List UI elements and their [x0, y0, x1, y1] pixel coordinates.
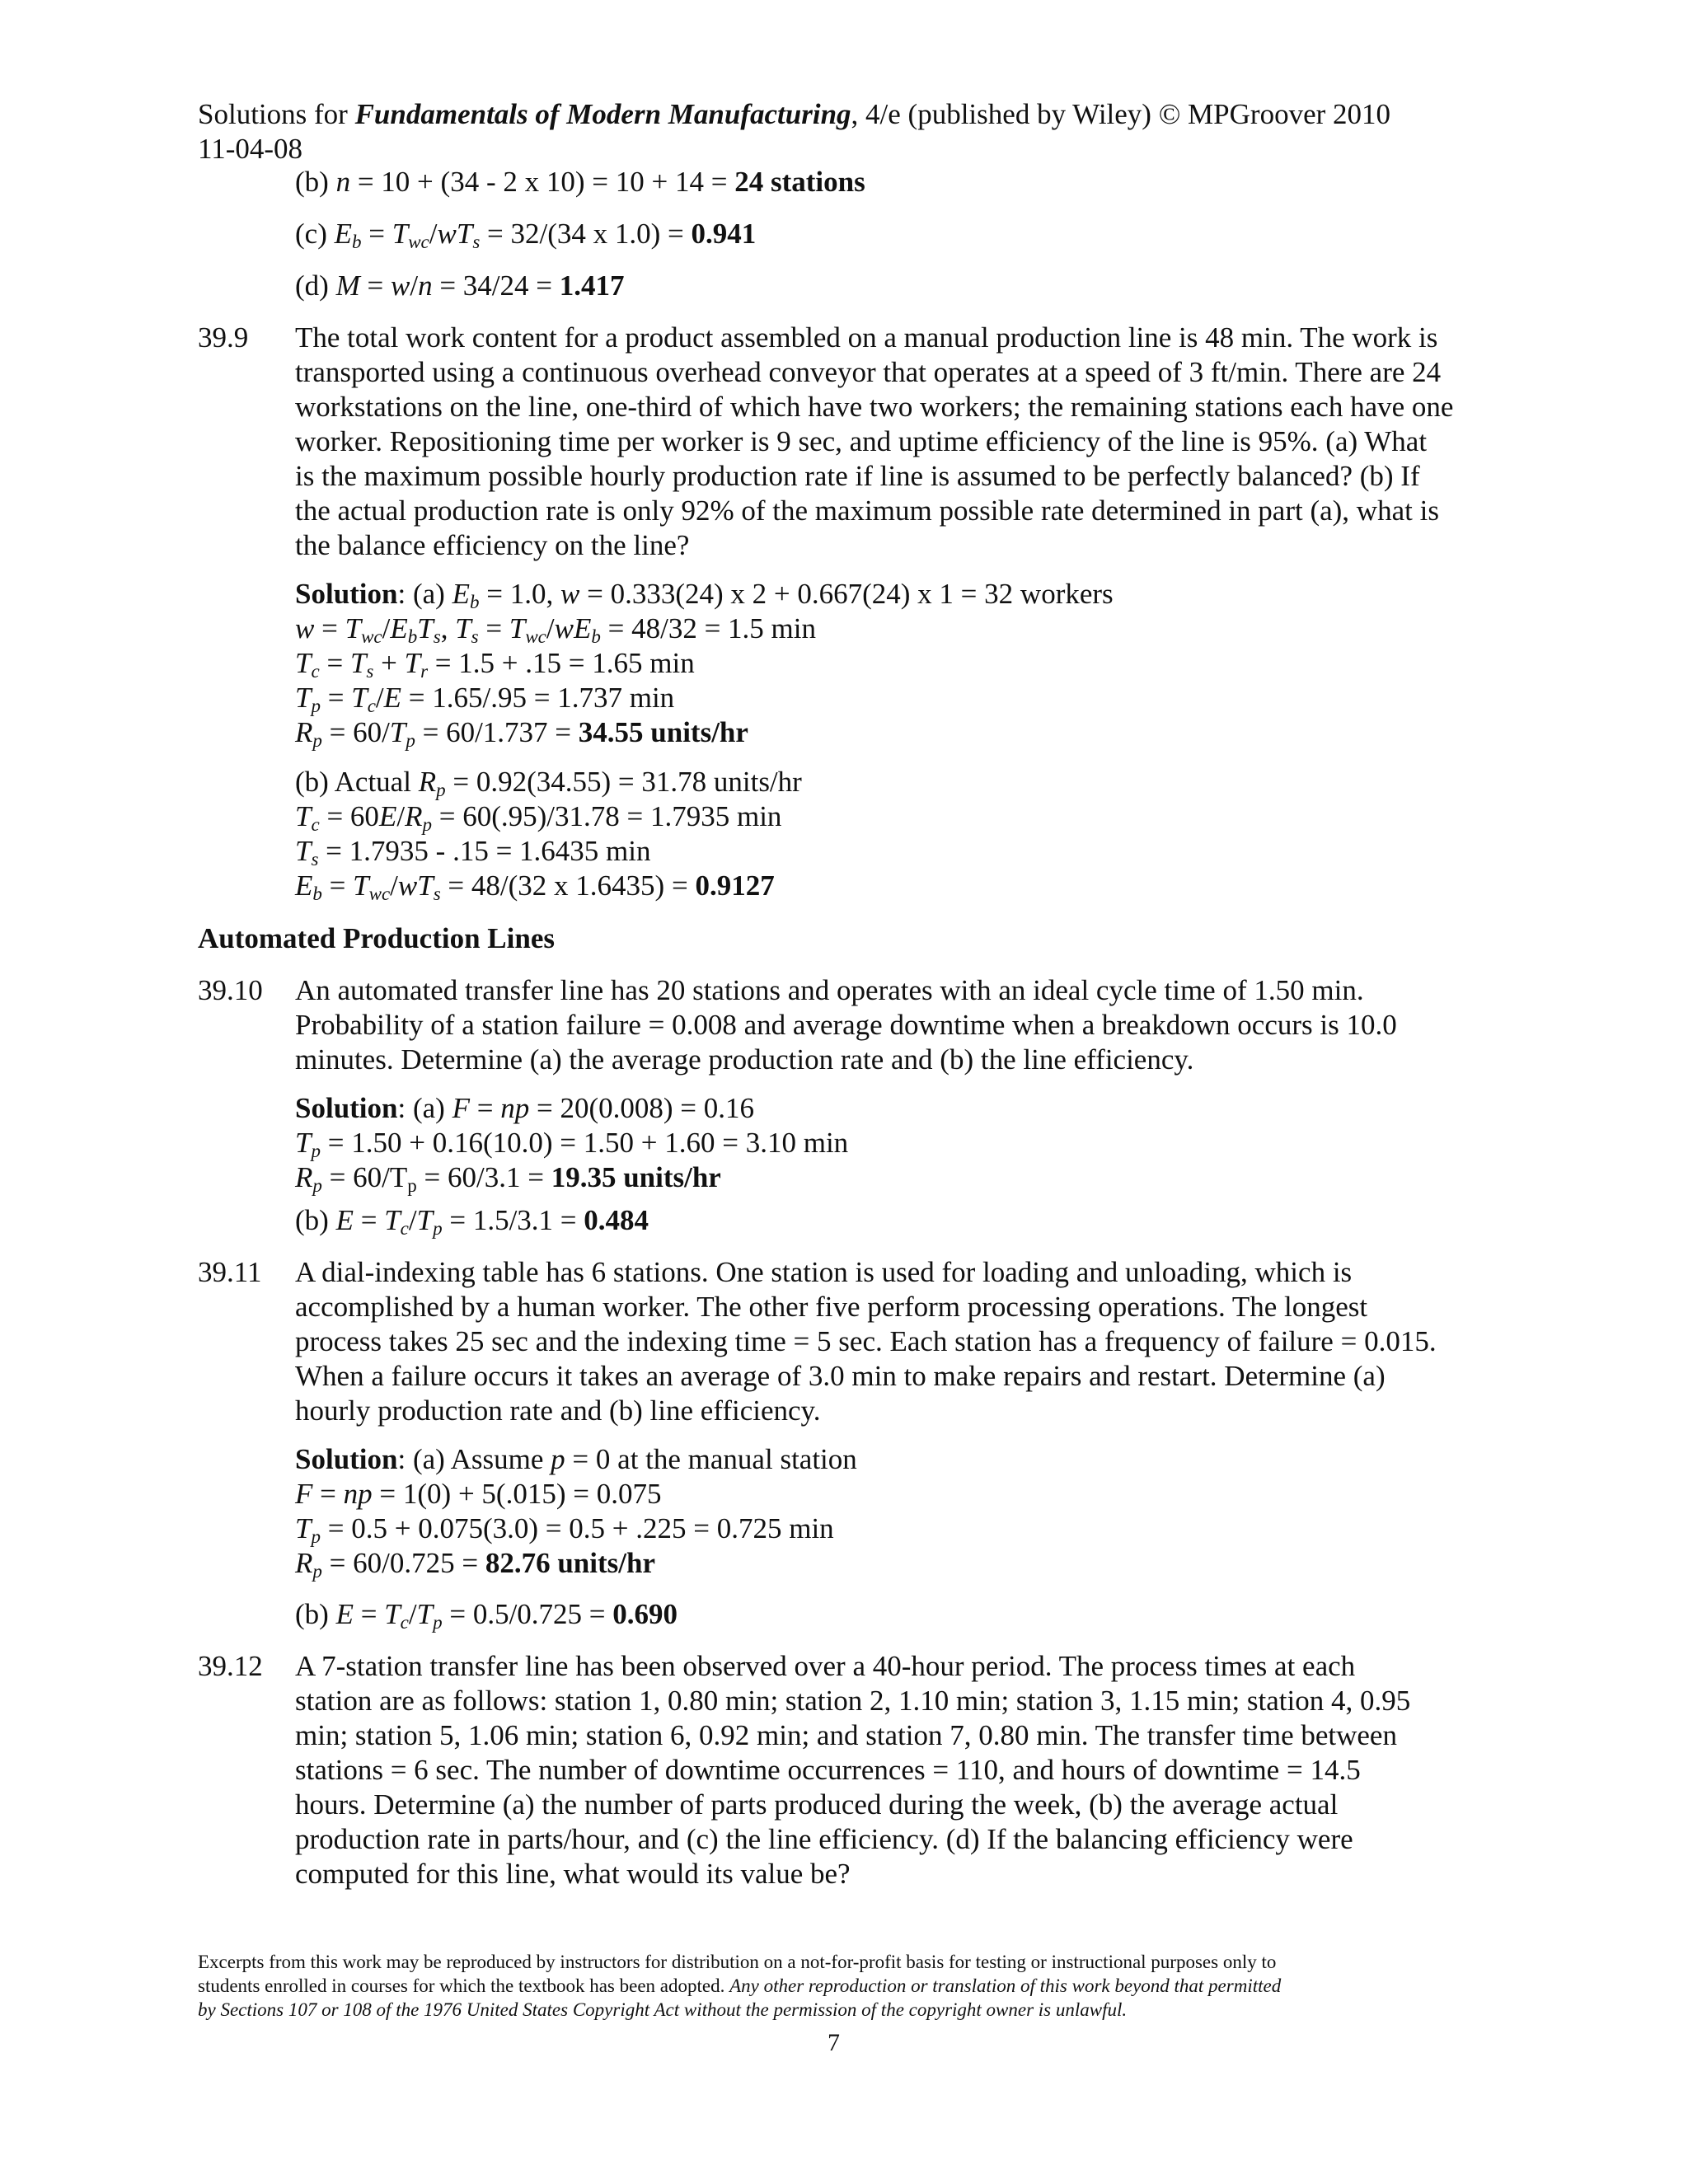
- prev-solution-b: (b) n = 10 + (34 - 2 x 10) = 10 + 14 = 24 stations: [295, 166, 865, 198]
- header-title-line: [198, 97, 1517, 132]
- copyright-footer: [198, 1950, 1484, 2022]
- prev-solution-d: (d) M = w/n = 34/24 = 1.417: [295, 269, 625, 302]
- solution-39-9-b: (b) Actual $R_p = 0.92(34.55) = 31.78$ units/hr $T_c = 60E/R_p = 60(.95)/31.78 = 1.7935$ min $T_s = 1.7935 - .15 = 1.6435$ min $E_b = T_{wc}/wT_s = 48/(32$ x 1.6435) = 0.9127: [295, 766, 802, 904]
- solution-39-11-b: (b) $E = T_c/T_p = 0.5/0.725 = 0.690$: [295, 1598, 678, 1633]
- header-prefix: Solutions for: [198, 98, 355, 130]
- header-date: 11-04-08: [198, 133, 303, 165]
- problem-number: 39.12: [198, 1650, 263, 1682]
- problem-39-11-text: A dial-indexing table has 6 stations. One station is used for loading and unloading, which is accomplished by a human worker. The other five perform processing operations. The longest process takes 25 sec and the indexing time = 5 sec. Each station has a frequency of failure = 0.015. When a failure occurs it takes an average of 3.0 min to make repairs and restart. Determine (a) hourly production rate and (b) line efficiency.: [295, 1256, 1437, 1427]
- footer-line: by Sections 107 or 108 of the 1976 United States Copyright Act without the permission of the copyright owner is unlawful.: [198, 1999, 1128, 2020]
- problem-number: 39.11: [198, 1256, 262, 1288]
- problem-number: 39.10: [198, 974, 263, 1006]
- problem-39-10-text: An automated transfer line has 20 stations and operates with an ideal cycle time of 1.50 min. Probability of a station failure = 0.008 and average downtime when a breakdown occurs is 10.0 minutes. Determine (a) the average production rate and (b) the line efficiency.: [295, 974, 1397, 1076]
- header-suffix: , 4/e (published by Wiley) © MPGroover 2010: [851, 98, 1391, 130]
- page-number: 7: [828, 2029, 840, 2056]
- page-header: [198, 97, 1517, 166]
- solution-39-9-a: Solution: (a) $E_b = 1.0$, w = 0.333(24) x 2 + 0.667(24) x 1 = 32 workers $w = T_{wc}/E_bT_s$, $T_s = T_{wc}/wE_b = 48/32 = 1.5$ min $T_c = T_s + T_r = 1.5 + .15 = 1.65$ min $T_p = T_c/E = 1.65/.95 = 1.737$ min $R_p = 60/T_p = 60/1.737 = 34.55$ units/hr: [295, 578, 1114, 751]
- problem-number: 39.9: [198, 321, 249, 354]
- solution-39-10-b: (b) $E = T_c/T_p = 1.5/3.1 = 0.484$: [295, 1204, 649, 1239]
- prev-solution-c: (c) $E_b = T_{wc}/wT_s = 32/(34$ x 1.0) = 0.941: [295, 218, 757, 252]
- problem-39-9-text: The total work content for a product assembled on a manual production line is 48 min. The work is transported using a continuous overhead conveyor that operates at a speed of 3 ft/min. There are 24 workstations on the line, one-third of which have two workers; the remaining stations each have one worker. Repositioning time per worker is 9 sec, and uptime efficiency of the line is 95%. (a) What is the maximum possible hourly production rate if line is assumed to be perfectly balanced? (b) If the actual production rate is only 92% of the maximum possible rate determined in part (a), what is the balance efficiency on the line?: [295, 321, 1454, 561]
- solution-39-11-a: Solution: (a) Assume p = 0 at the manual station F = np = 1(0) + 5(.015) = 0.075 $T_p = 0.5 + 0.075(3.0) = 0.5 + .225 = 0.725$ min $R_p = 60/0.725 = 82.76$ units/hr: [295, 1443, 857, 1582]
- solution-39-10-a: Solution: (a) F = np = 20(0.008) = 0.16 $T_p = 1.50 + 0.16(10.0) = 1.50 + 1.60 = 3.10$ min $R_p = 60/T_p = 60/3.1 = 19.35$ units/hr: [295, 1092, 849, 1196]
- book-title: Fundamentals of Modern Manufacturing: [354, 98, 851, 130]
- footer-line: students enrolled in courses for which the textbook has been adopted. Any other reproduction or translation of this work beyond that permitted: [198, 1975, 1282, 1996]
- section-heading: Automated Production Lines: [198, 922, 555, 954]
- footer-line: Excerpts from this work may be reproduced by instructors for distribution on a not-for-profit basis for testing or instructional purposes only to: [198, 1952, 1277, 1972]
- problem-39-12-text: A 7-station transfer line has been observed over a 40-hour period. The process times at each station are as follows: station 1, 0.80 min; station 2, 1.10 min; station 3, 1.15 min; station 4, 0.95 min; station 5, 1.06 min; station 6, 0.92 min; and station 7, 0.80 min. The transfer time between stations = 6 sec. The number of downtime occurrences = 110, and hours of downtime = 14.5 hours. Determine (a) the number of parts produced during the week, (b) the average actual production rate in parts/hour, and (c) the line efficiency. (d) If the balancing efficiency were computed for this line, what would its value be?: [295, 1650, 1411, 1890]
